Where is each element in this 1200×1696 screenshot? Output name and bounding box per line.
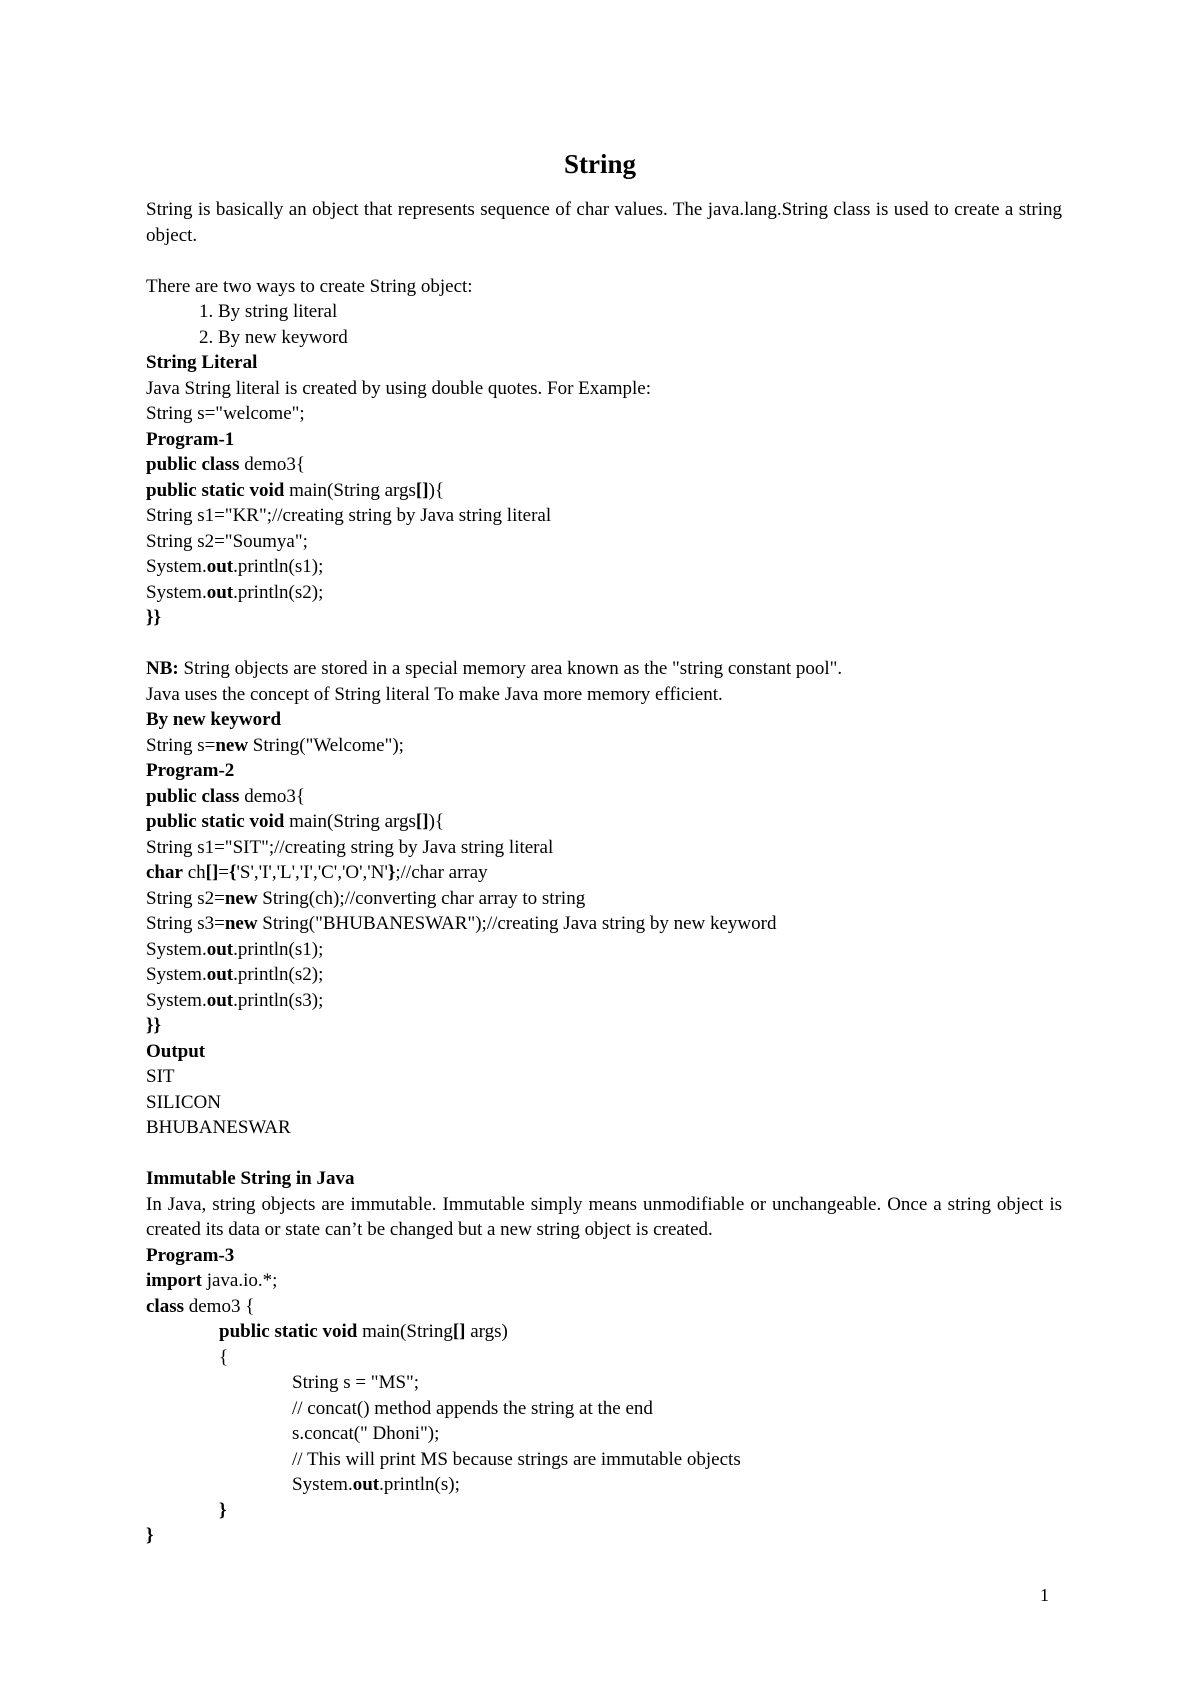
code-line: public static void main(String args[]){: [146, 811, 445, 832]
intro-paragraph: String is basically an object that represents sequence of char values. The java.lang.String class is used to create a string object.: [146, 199, 1062, 246]
code-line: public static void main(String[] args): [219, 1321, 508, 1342]
program-2-heading: Program-2: [146, 760, 235, 781]
page-title: String: [563, 149, 636, 179]
code-line: String s1="KR";//creating string by Java string literal: [146, 505, 552, 526]
code-line: }}: [146, 607, 161, 628]
code-line: System.out.println(s2);: [146, 581, 324, 603]
code-line: String s3=new String("BHUBANESWAR");//creating Java string by new keyword: [146, 913, 777, 934]
output-line: SILICON: [146, 1091, 221, 1113]
code-line: // This will print MS because strings are immutable objects: [292, 1448, 741, 1470]
ways-intro: There are two ways to create String object:: [146, 275, 473, 297]
code-line: // concat() method appends the string at the end: [292, 1397, 653, 1419]
blank-line: [146, 248, 1062, 274]
section-heading-immutable: Immutable String in Java: [146, 1168, 355, 1189]
literal-example: String s="welcome";: [146, 403, 305, 424]
code-line: System.out.println(s1);: [146, 556, 324, 577]
section-heading-string-literal: String Literal: [146, 352, 258, 373]
code-line: public class demo3{: [146, 785, 306, 807]
program-1-heading: Program-1: [146, 428, 235, 450]
code-line: System.out.println(s1);: [146, 938, 324, 960]
code-line: String s1="SIT";//creating string by Java string literal: [146, 836, 554, 858]
code-line: class demo3 {: [146, 1295, 255, 1317]
nb-note-line-2: Java uses the concept of String literal To make Java more memory efficient.: [146, 683, 723, 705]
document-body: [146, 197, 1062, 1549]
code-line: System.out.println(s2);: [146, 964, 324, 985]
code-line: String s = "MS";: [292, 1372, 420, 1393]
code-line: }: [219, 1499, 227, 1521]
page-number: 1: [1040, 1585, 1049, 1605]
output-line: BHUBANESWAR: [146, 1117, 291, 1138]
output-line: SIT: [146, 1066, 175, 1087]
nb-note: NB: String objects are stored in a special memory area known as the "string constant pool".: [146, 658, 843, 679]
code-line: String s2="Soumya";: [146, 530, 308, 552]
code-line: }}: [146, 1015, 161, 1036]
blank-line: [146, 631, 1062, 657]
code-line: {: [219, 1346, 229, 1368]
output-heading: Output: [146, 1040, 206, 1062]
program-3-heading: Program-3: [146, 1244, 235, 1266]
ways-list: [146, 299, 1062, 350]
code-line: String s2=new String(ch);//converting char array to string: [146, 887, 586, 909]
code-line: }: [146, 1525, 154, 1546]
code-line: public static void main(String args[]){: [146, 479, 445, 501]
literal-description: Java String literal is created by using double quotes. For Example:: [146, 377, 651, 399]
code-line: char ch[]={'S','I','L','I','C','O','N'};//char array: [146, 862, 488, 883]
immutable-paragraph: In Java, string objects are immutable. Immutable simply means unmodifiable or unchangeable. Once a string object is created its data or state can’t be changed but a new string object is created.: [146, 1193, 1062, 1240]
list-item: 2. By new keyword: [218, 325, 1062, 351]
blank-line: [146, 1141, 1062, 1167]
code-line: System.out.println(s3);: [146, 989, 324, 1011]
code-line: public class demo3{: [146, 454, 306, 475]
section-heading-new-keyword: By new keyword: [146, 709, 282, 730]
code-line: s.concat(" Dhoni");: [292, 1423, 440, 1444]
list-item: 1. By string literal: [218, 299, 1062, 325]
new-keyword-example: String s=new String("Welcome");: [146, 734, 404, 756]
code-line: System.out.println(s);: [292, 1474, 460, 1495]
code-line: import java.io.*;: [146, 1270, 278, 1291]
